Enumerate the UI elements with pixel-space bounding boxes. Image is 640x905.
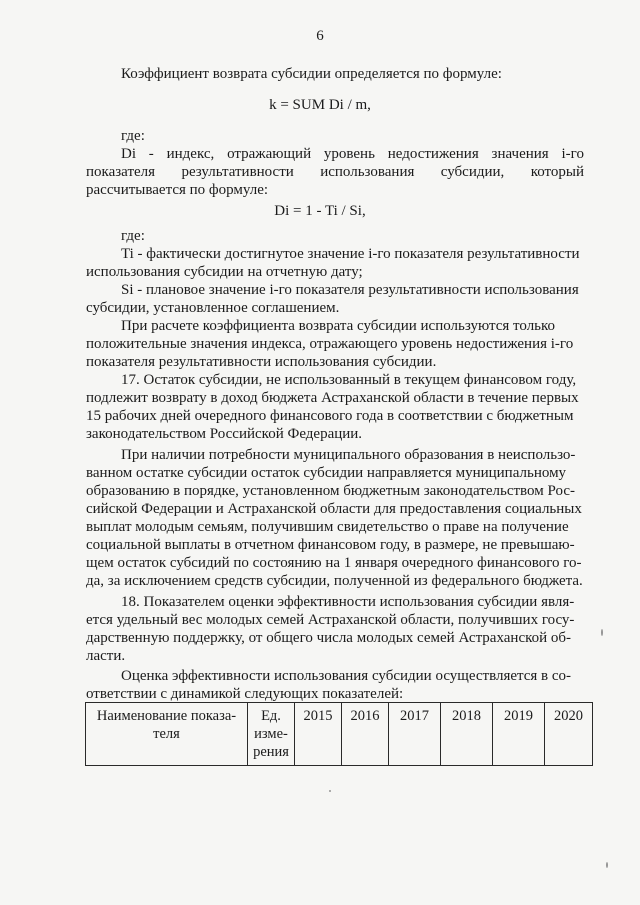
paragraph-positive-values-line-2: положительные значения индекса, отражающего уровень недостижения i-го: [86, 336, 574, 352]
paragraph-remainder-line-7: щем остаток субсидий по состоянию на 1 января очередного финансового го-: [86, 555, 582, 571]
paragraph-18-line-2: ется удельный вес молодых семей Астраханской области, получивших госу-: [86, 612, 575, 628]
paragraph-17-line-1: 17. Остаток субсидии, не использованный в текущем финансовом году,: [121, 372, 577, 388]
formula-di: Di = 1 - Ti / Si,: [274, 203, 366, 219]
paragraph-18-line-1: 18. Показателем оценки эффективности использования субсидии явля-: [121, 594, 575, 610]
paragraph-positive-values-line-3: показателя результативности использования субсидии.: [86, 354, 437, 370]
paragraph-remainder-line-8: да, за исключением средств субсидии, полученной из федерального бюджета.: [86, 573, 583, 589]
where-label-2: где:: [121, 228, 145, 244]
paragraph-remainder-line-6: социальной выплаты в отчетном финансовом году, в размере, не превышаю-: [86, 537, 575, 553]
paragraph-17-line-3: 15 рабочих дней очередного финансового года в соответствии с бюджетным: [86, 408, 574, 424]
paragraph-assessment-line-2: ответствии с динамикой следующих показателей:: [86, 686, 404, 702]
paragraph-remainder-line-5: выплат молодым семьям, получившим свидетельство о праве на получение: [86, 519, 569, 535]
header-cell-year: 2018: [441, 703, 493, 766]
ti-definition-line-1: Ti - фактически достигнутое значение i-го показателя результативности: [121, 246, 580, 262]
table-header-row: [86, 703, 593, 766]
paragraph-assessment-line-1: Оценка эффективности использования субсидии осуществляется в со-: [121, 668, 572, 684]
where-label-1: где:: [121, 128, 145, 144]
header-cell-indicator-name: Наименование показа- теля: [86, 703, 248, 766]
paragraph-18-line-3: дарственную поддержку, от общего числа молодых семей Астраханской об-: [86, 630, 572, 646]
paragraph-remainder-line-3: образованию в порядке, установленном бюджетным законодательством Рос-: [86, 483, 575, 499]
page-number: 6: [316, 28, 324, 44]
paragraph-remainder-line-1: При наличии потребности муниципального образования в неиспользо-: [121, 447, 576, 463]
di-definition-line-2: показателя результативности использования субсидии, который: [86, 164, 584, 180]
header-cell-year: 2015: [295, 703, 342, 766]
paragraph-18-line-4: ласти.: [86, 648, 126, 664]
paragraph-17-line-4: законодательством Российской Федерации.: [86, 426, 363, 442]
si-definition-line-2: субсидии, установленное соглашением.: [86, 300, 340, 316]
paragraph-positive-values-line-1: При расчете коэффициента возврата субсидии используются только: [121, 318, 556, 334]
scan-speck: [329, 790, 331, 792]
header-cell-year: 2017: [389, 703, 441, 766]
header-cell-unit: Ед. изме- рения: [248, 703, 295, 766]
paragraph-remainder-line-4: сийской Федерации и Астраханской области для предоставления социальных: [86, 501, 582, 517]
scan-speck: [601, 629, 603, 636]
di-definition-line-3: рассчитывается по формуле:: [86, 182, 269, 198]
paragraph-17-line-2: подлежит возврату в доход бюджета Астраханской области в течение первых: [86, 390, 579, 406]
ti-definition-line-2: использования субсидии на отчетную дату;: [86, 264, 363, 280]
si-definition-line-1: Si - плановое значение i-го показателя результативности использования: [121, 282, 579, 298]
paragraph-remainder-line-2: ванном остатке субсидии остаток субсидии направляется муниципальному: [86, 465, 567, 481]
header-cell-year: 2019: [493, 703, 545, 766]
di-definition-line-1: Di - индекс, отражающий уровень недостижения значения i-го: [121, 146, 584, 162]
scan-speck: [606, 862, 608, 868]
header-cell-year: 2016: [342, 703, 389, 766]
intro-text: Коэффициент возврата субсидии определяется по формуле:: [121, 66, 502, 82]
formula-k: k = SUM Di / m,: [269, 97, 371, 113]
header-cell-year: 2020: [545, 703, 593, 766]
indicators-table: [85, 702, 593, 766]
